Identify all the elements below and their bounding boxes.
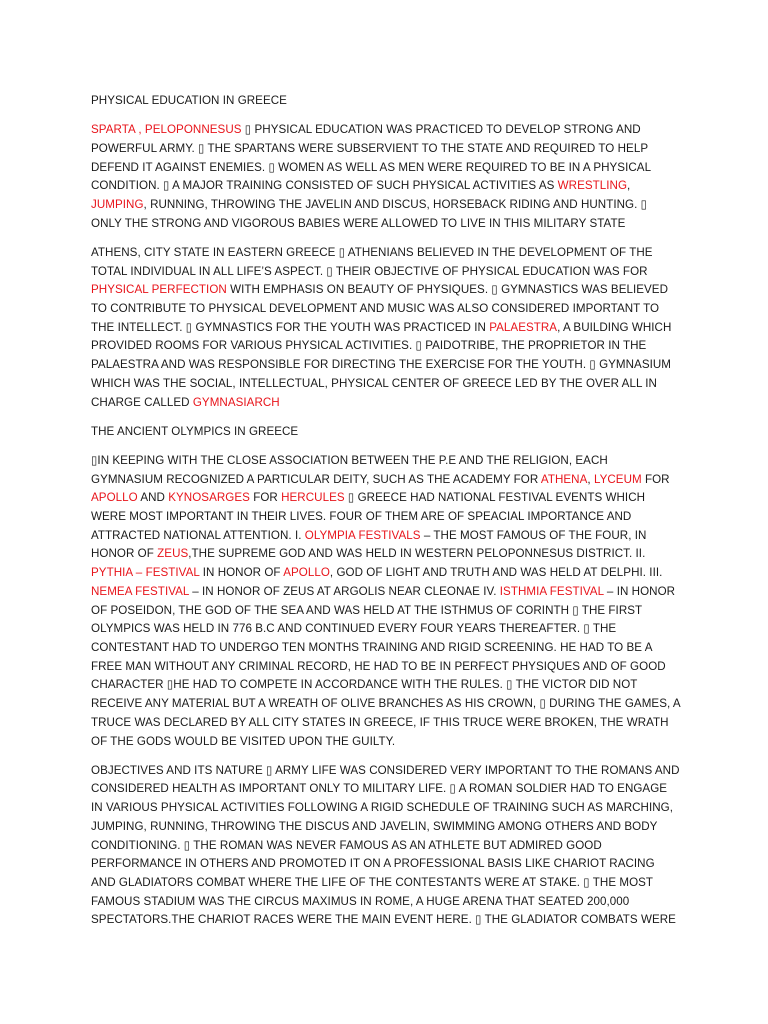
highlighted-term: ZEUS xyxy=(157,547,189,561)
paragraph-text: OBJECTIVES AND ITS NATURE ▯ ARMY LIFE WAS CONSIDERED VERY IMPORTANT TO THE ROMANS AND CONSIDERED HEALTH AS IMPORTANT ONLY TO MILITARY LIFE. ▯ A ROMAN SOLDIER HAD TO ENGAGE IN VARIOUS PHYSICAL ACTIVITIES FOLLOWING A RIGID SCHEDULE OF TRAINING SUCH AS MARCHING, JUMPING, RUNNING, THROWING THE DISCUS AND JAVELIN, SWIMMING AMONG OTHERS AND BODY CONDITIONING. ▯ THE ROMAN WAS NEVER FAMOUS AS AN ATHLETE BUT ADMIRED GOOD PERFORMANCE IN OTHERS AND PROMOTED IT ON A PROFESSIONAL BASIS LIKE CHARIOT RACING AND GLADIATORS COMBAT WHERE THE LIFE OF THE CONTESTANTS WERE AT STAKE. ▯ THE MOST FAMOUS STADIUM WAS THE CIRCUS MAXIMUS IN ROME, A HUGE ARENA THAT SEATED 200,000 SPECTATORS.THE CHARIOT RACES WERE THE MAIN EVENT HERE. ▯ THE GLADIATOR COMBATS WERE xyxy=(91,763,680,927)
highlighted-term: SPARTA , PELOPONNESUS xyxy=(91,123,242,137)
highlighted-term: APOLLO xyxy=(283,566,330,580)
paragraph-athens xyxy=(91,244,681,412)
paragraph-text: FOR xyxy=(641,472,670,486)
paragraph-text: , RUNNING, THROWING THE JAVELIN AND DISCUS, HORSEBACK RIDING AND HUNTING. ▯ ONLY THE STRONG AND VIGOROUS BABIES WERE ALLOWED TO LIVE IN THIS MILITARY STATE xyxy=(91,198,648,230)
paragraph-sparta xyxy=(91,121,681,233)
paragraph-text: – THE MOST FAMOUS OF THE FOUR, IN HONOR OF xyxy=(91,528,647,561)
paragraph-text: WITH EMPHASIS ON BEAUTY OF PHYSIQUES. ▯ GYMNASTICS WAS BELIEVED TO CONTRIBUTE TO PHYSICAL DEVELOPMENT AND MUSIC WAS ALSO CONSIDERED IMPORTANT TO THE INTELLECT. ▯ GYMNASTICS FOR THE YOUTH WAS PRACTICED IN xyxy=(91,283,669,334)
paragraph-text: , GOD OF LIGHT AND TRUTH AND WAS HELD AT DELPHI. III. xyxy=(329,566,663,580)
paragraph-text: – IN HONOR OF ZEUS AT ARGOLIS NEAR CLEONAE IV. xyxy=(188,584,500,598)
document-title: PHYSICAL EDUCATION IN GREECE xyxy=(91,94,287,107)
highlighted-term: APOLLO xyxy=(91,491,138,505)
paragraph-text: IN HONOR OF xyxy=(199,566,284,580)
highlighted-term: ISTHMIA FESTIVAL xyxy=(499,584,604,598)
highlighted-term: PALAESTRA xyxy=(489,320,558,334)
paragraph-text: – IN HONOR OF POSEIDON, THE GOD OF THE SEA AND WAS HELD AT THE ISTHMUS OF CORINTH ▯ THE FIRST OLYMPICS WAS HELD IN 776 B.C AND CONTINUED EVERY FOUR YEARS THEREAFTER. ▯ THE CONTESTANT HAD TO UNDERGO TEN MONTHS TRAINING AND RIGID SCREENING. HE HAD TO BE A FREE MAN WITHOUT ANY CRIMINAL RECORD, HE HAD TO BE IN PERFECT PHYSIQUES AND OF GOOD CHARACTER ▯HE HAD TO COMPETE IN ACCORDANCE WITH THE RULES. ▯ THE VICTOR DID NOT RECEIVE ANY MATERIAL BUT A WREATH OF OLIVE BRANCHES AS HIS CROWN, ▯ DURING THE GAMES, A TRUCE WAS DECLARED BY ALL CITY STATES IN GREECE, IF THIS TRUCE WERE BROKEN, THE WRATH OF THE GODS WOULD BE VISITED UPON THE GUILTY. xyxy=(91,584,681,748)
paragraph-text: , xyxy=(627,179,631,193)
paragraph-text: THE ANCIENT OLYMPICS IN GREECE xyxy=(91,424,299,438)
highlighted-term: NEMEA FESTIVAL xyxy=(91,584,189,598)
paragraph-text: ▯IN KEEPING WITH THE CLOSE ASSOCIATION BETWEEN THE P.E AND THE RELIGION, EACH GYMNASIUM RECOGNIZED A PARTICULAR DEITY, SUCH AS THE ACADEMY FOR xyxy=(91,453,608,486)
paragraph-text: ATHENS, CITY STATE IN EASTERN GREECE ▯ ATHENIANS BELIEVED IN THE DEVELOPMENT OF THE TOTAL INDIVIDUAL IN ALL LIFE’S ASPECT. ▯ THEIR OBJECTIVE OF PHYSICAL EDUCATION WAS FOR xyxy=(91,245,653,278)
paragraph-text: FOR xyxy=(249,491,282,505)
paragraph-text: ▯ PHYSICAL EDUCATION WAS PRACTICED TO DEVELOP STRONG AND POWERFUL ARMY. ▯ THE SPARTANS WERE SUBSERVIENT TO THE STATE AND REQUIRED TO HELP DEFEND IT AGAINST ENEMIES. ▯ WOMEN AS WELL AS MEN WERE REQUIRED TO BE IN A PHYSICAL CONDITION. ▯ A MAJOR TRAINING CONSISTED OF SUCH PHYSICAL ACTIVITIES AS xyxy=(91,123,651,193)
paragraph-rome xyxy=(91,762,681,930)
highlighted-term: WRESTLING xyxy=(557,179,628,193)
highlighted-term: PYTHIA – FESTIVAL xyxy=(91,566,200,580)
highlighted-term: JUMPING xyxy=(91,198,144,212)
paragraph-text: , xyxy=(587,472,594,486)
paragraph-text: ▯ GREECE HAD NATIONAL FESTIVAL EVENTS WHICH WERE MOST IMPORTANT IN THEIR LIVES. FOUR OF THEM ARE OF SPEACIAL IMPORTANCE AND ATTRACTED NATIONAL ATTENTION. I. xyxy=(91,491,646,542)
paragraph-text: AND xyxy=(137,491,169,505)
highlighted-term: KYNOSARGES xyxy=(168,491,250,505)
paragraph-text: , A BUILDING WHICH PROVIDED ROOMS FOR VARIOUS PHYSICAL ACTIVITIES. ▯ PAIDOTRIBE, THE PROPRIETOR IN THE PALAESTRA AND WAS RESPONSIBLE FOR DIRECTING THE EXERCISE FOR THE YOUTH. ▯ GYMNASIUM WHICH WAS THE SOCIAL, INTELLECTUAL, PHYSICAL CENTER OF GREECE LED BY THE OVER ALL IN CHARGE CALLED xyxy=(91,320,672,409)
highlighted-term: ATHENA xyxy=(540,472,588,486)
paragraph-text: ,THE SUPREME GOD AND WAS HELD IN WESTERN PELOPONNESUS DISTRICT. II. xyxy=(188,547,646,561)
paragraph-olympics xyxy=(91,452,681,751)
highlighted-term: HERCULES xyxy=(281,491,345,505)
highlighted-term: GYMNASIARCH xyxy=(192,395,280,409)
highlighted-term: PHYSICAL PERFECTION xyxy=(91,283,227,297)
highlighted-term: OLYMPIA FESTIVALS xyxy=(304,528,421,542)
section-heading-olympics xyxy=(91,423,681,442)
highlighted-term: LYCEUM xyxy=(593,472,642,486)
document-body xyxy=(91,92,681,941)
